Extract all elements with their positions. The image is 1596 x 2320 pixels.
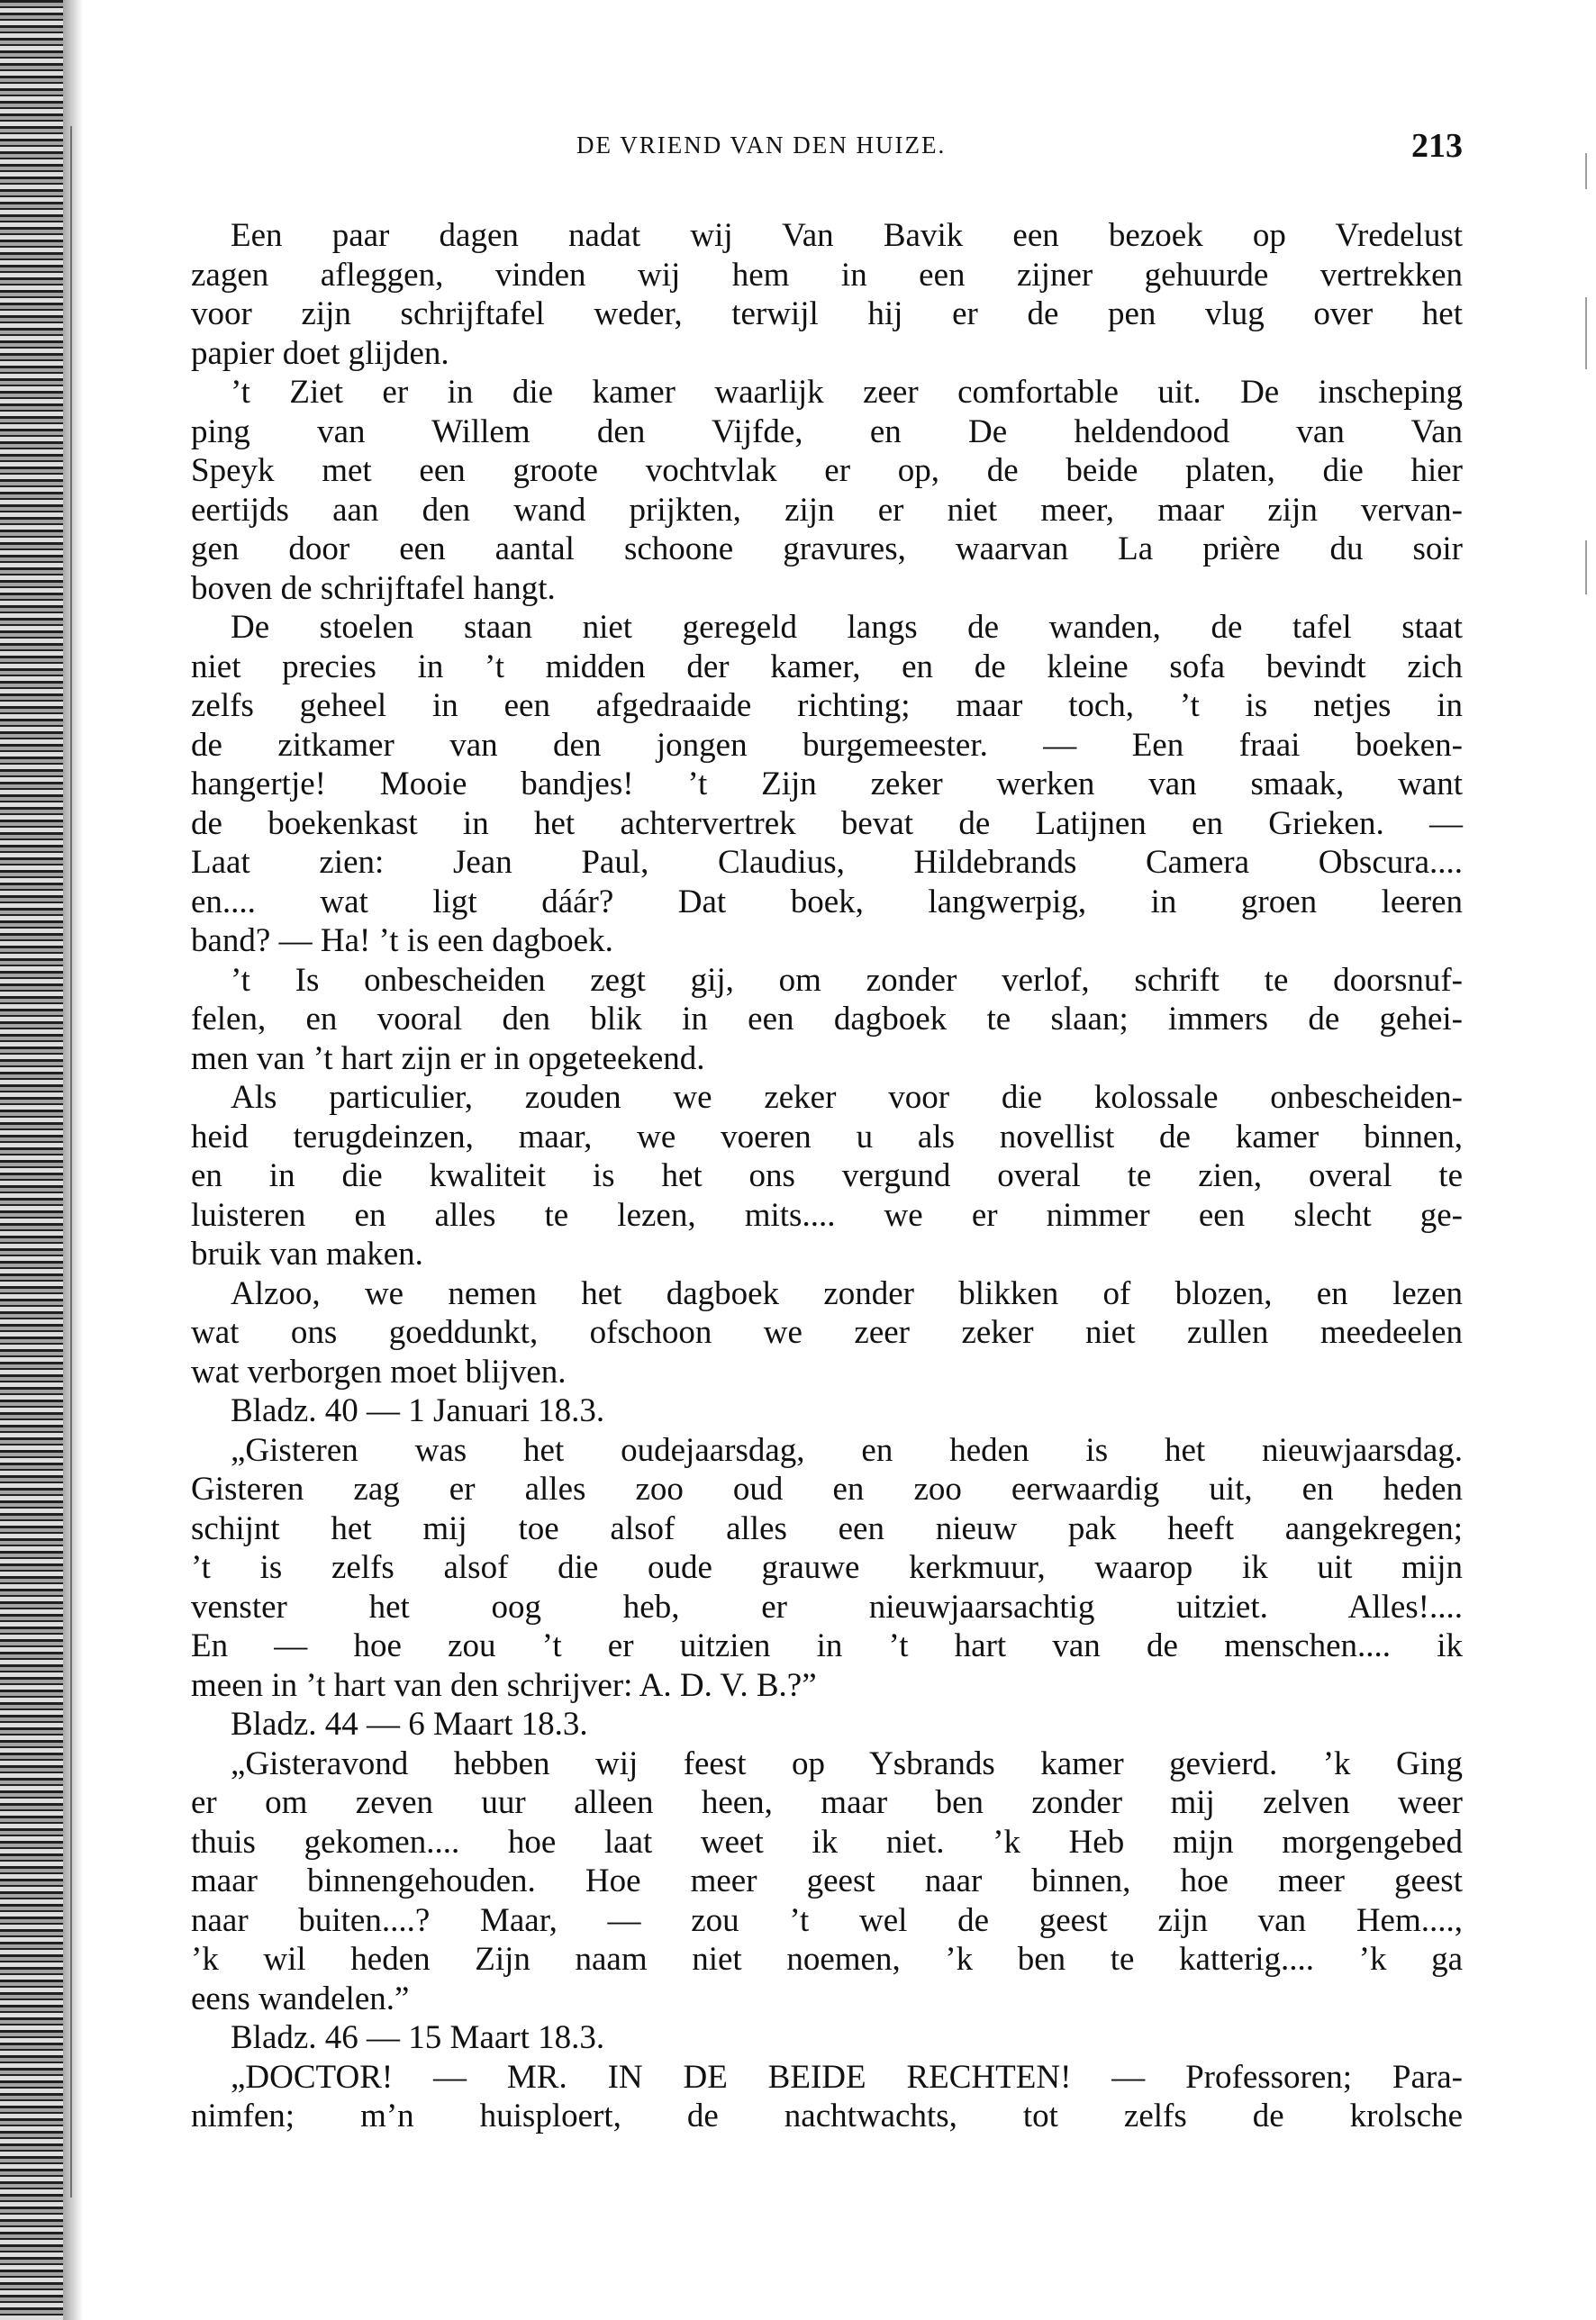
text-line: felen, en vooral den blik in een dagboek te slaan; immers de gehei- [191, 1001, 1463, 1038]
text-line: wat ons goeddunkt, ofschoon we zeer zeker niet zullen meedeelen [191, 1314, 1463, 1351]
scan-binding-edge [0, 0, 63, 2320]
text-line: venster het oog heb, er nieuwjaarsachtig uitziet. Alles!.... [191, 1588, 1463, 1626]
page-number: 213 [1411, 127, 1463, 165]
text-line: papier doet glijden. [191, 334, 449, 372]
text-line: maar binnengehouden. Hoe meer geest naar binnen, hoe meer geest [191, 1862, 1463, 1899]
text-line: Speyk met een groote vochtvlak er op, de beide platen, die hier [191, 452, 1463, 489]
text-line: eens wandelen.” [191, 1980, 410, 2017]
text-line: schijnt het mij toe alsof alles een nieuw pak heeft aangekregen; [191, 1509, 1463, 1547]
text-line: eertijds aan den wand prijkten, zijn er niet meer, maar zijn vervan- [191, 491, 1463, 529]
text-line: meen in ’t hart van den schrijver: A. D. V. B.?” [191, 1666, 817, 1704]
scan-edge-mark [1585, 297, 1587, 369]
text-line: „Gisteren was het oudejaarsdag, en heden is het nieuwjaarsdag. [231, 1431, 1463, 1469]
scan-edge-mark [1585, 153, 1587, 189]
text-line: boven de schrijftafel hangt. [191, 569, 556, 607]
text-line: band? — Ha! ’t is een dagboek. [191, 922, 613, 959]
text-line: Bladz. 44 — 6 Maart 18.3. [231, 1706, 588, 1743]
text-line: De stoelen staan niet geregeld langs de wanden, de tafel staat [231, 609, 1463, 646]
text-line: wat verborgen moet blijven. [191, 1353, 567, 1391]
text-line: en in die kwaliteit is het ons vergund overal te zien, overal te [191, 1157, 1463, 1194]
text-line: luisteren en alles te lezen, mits.... we er nimmer een slecht ge- [191, 1196, 1463, 1234]
text-line: „Gisteravond hebben wij feest op Ysbrands kamer gevierd. ’k Ging [231, 1745, 1463, 1782]
text-line: gen door een aantal schoone gravures, waarvan La prière du soir [191, 530, 1463, 567]
scan-edge-mark [1585, 540, 1587, 594]
text-line: Een paar dagen nadat wij Van Bavik een bezoek op Vredelust [231, 217, 1463, 254]
text-line: men van ’t hart zijn er in opgeteekend. [191, 1039, 705, 1077]
text-line: de zitkamer van den jongen burgemeester. — Een fraai boeken- [191, 726, 1463, 764]
text-line: er om zeven uur alleen heen, maar ben zonder mij zelven weer [191, 1784, 1463, 1821]
body-text [191, 216, 1463, 2136]
text-line: ’t Ziet er in die kamer waarlijk zeer comfortable uit. De inscheping [231, 374, 1463, 411]
text-line: naar buiten....? Maar, — zou ’t wel de geest zijn van Hem...., [191, 1901, 1463, 1939]
text-line: zelfs geheel in een afgedraaide richting; maar toch, ’t is netjes in [191, 687, 1463, 724]
binding-fold-line [70, 126, 72, 2198]
text-line: ping van Willem den Vijfde, en De heldendood van Van [191, 412, 1463, 450]
text-line: Gisteren zag er alles zoo oud en zoo eerwaardig uit, en heden [191, 1471, 1463, 1508]
text-line: Bladz. 46 — 15 Maart 18.3. [231, 2019, 605, 2056]
text-line: niet precies in ’t midden der kamer, en de kleine sofa bevindt zich [191, 648, 1463, 685]
running-head: DE VRIEND VAN DEN HUIZE. [576, 131, 947, 159]
text-line: zagen afleggen, vinden wij hem in een zijner gehuurde vertrekken [191, 256, 1463, 294]
text-line: Alzoo, we nemen het dagboek zonder blikken of blozen, en lezen [231, 1274, 1463, 1312]
text-line: ’t Is onbescheiden zegt gij, om zonder verlof, schrift te doorsnuf- [231, 961, 1463, 999]
text-line: „DOCTOR! — MR. IN DE BEIDE RECHTEN! — Professoren; Para- [231, 2058, 1463, 2096]
text-line: thuis gekomen.... hoe laat weet ik niet. ’k Heb mijn morgengebed [191, 1823, 1463, 1861]
text-line: ’k wil heden Zijn naam niet noemen, ’k ben te katterig.... ’k ga [191, 1941, 1463, 1978]
text-line: Bladz. 40 — 1 Januari 18.3. [231, 1392, 605, 1429]
text-line: hangertje! Mooie bandjes! ’t Zijn zeker werken van smaak, want [191, 766, 1463, 802]
text-line: Laat zien: Jean Paul, Claudius, Hildebrands Camera Obscura.... [191, 844, 1463, 881]
text-line: en.... wat ligt dáár? Dat boek, langwerpig, in groen leeren [191, 883, 1463, 920]
text-line: nimfen; m’n huisploert, de nachtwachts, tot zelfs de krolsche [191, 2098, 1463, 2134]
text-line: voor zijn schrijftafel weder, terwijl hij er de pen vlug over het [191, 295, 1463, 332]
text-line: heid terugdeinzen, maar, we voeren u als novellist de kamer binnen, [191, 1118, 1463, 1155]
text-line: ’t is zelfs alsof die oude grauwe kerkmuur, waarop ik uit mijn [191, 1549, 1463, 1586]
text-line: En — hoe zou ’t er uitzien in ’t hart van de menschen.... ik [191, 1627, 1463, 1664]
text-line: bruik van maken. [191, 1236, 423, 1273]
page-header [191, 126, 1463, 166]
text-line: Als particulier, zouden we zeker voor die kolossale onbescheiden- [231, 1079, 1463, 1116]
text-line: de boekenkast in het achtervertrek bevat de Latijnen en Grieken. — [191, 804, 1463, 842]
